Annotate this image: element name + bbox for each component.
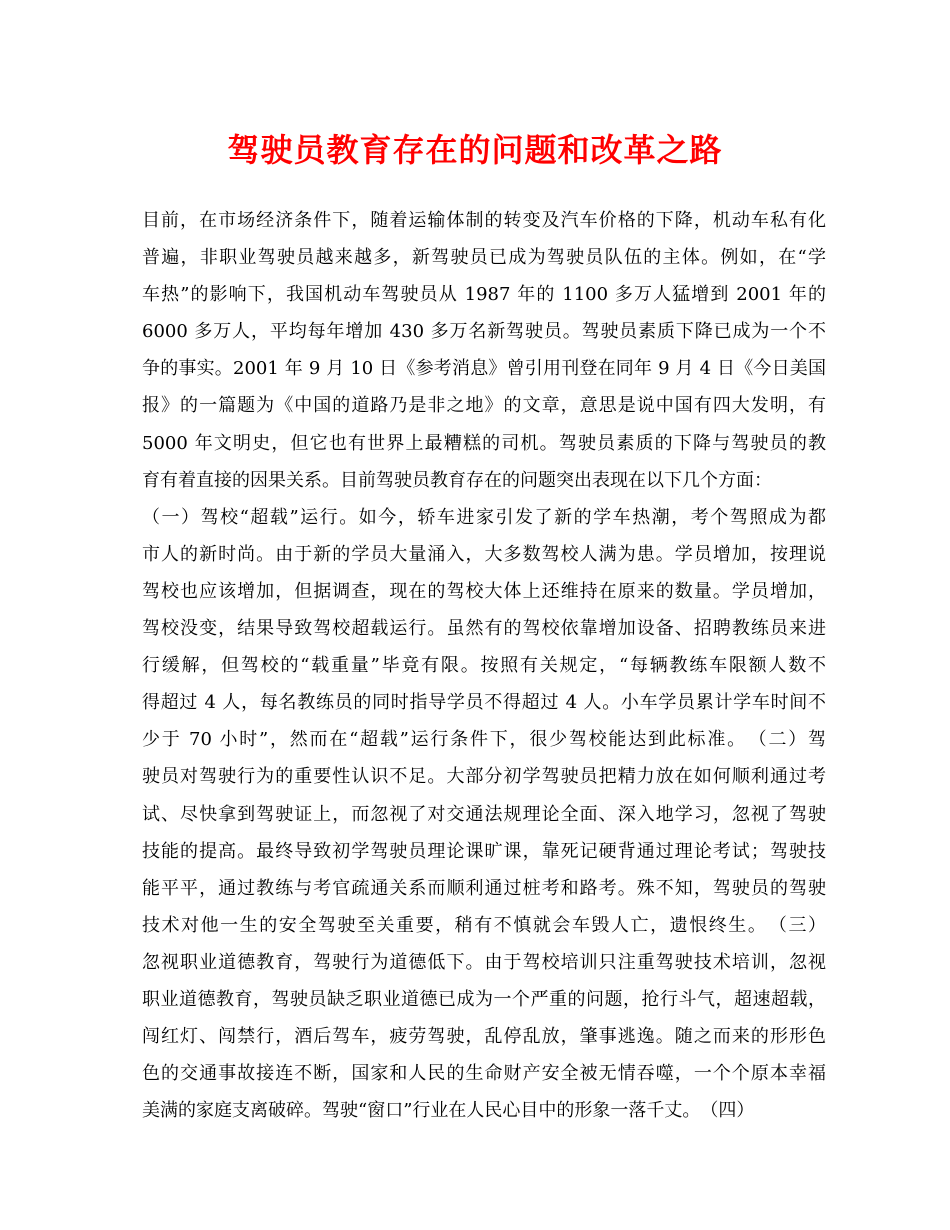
body-line: 技术对他一生的安全驾驶至关重要，稍有不慎就会车毁人亡，遗恨终生。 （三）: [142, 914, 826, 936]
body-line: 普遍，非职业驾驶员越来越多，新驾驶员已成为驾驶员队伍的主体。例如，在“学: [142, 247, 826, 269]
body-line: 得超过 4 人，每名教练员的同时指导学员不得超过 4 人。小车学员累计学车时间不: [142, 692, 826, 714]
body-line: 报》的一篇题为《中国的道路乃是非之地》的文章，意思是说中国有四大发明，有: [142, 395, 826, 417]
body-line: 行缓解，但驾校的“载重量”毕竟有限。按照有关规定，“每辆教练车限额人数不: [142, 655, 826, 677]
body-line: 能平平，通过教练与考官疏通关系而顺利通过桩考和路考。殊不知，驾驶员的驾驶: [142, 877, 826, 899]
body-line: 驾校也应该增加，但据调查，现在的驾校大体上还维持在原来的数量。学员增加，: [142, 580, 826, 602]
body-line: 育有着直接的因果关系。目前驾驶员教育存在的问题突出表现在以下几个方面：: [142, 469, 772, 491]
body-line: 美满的家庭支离破碎。驾驶“窗口”行业在人民心目中的形象一落千丈。 （四）: [142, 1100, 755, 1122]
body-line: 忽视职业道德教育，驾驶行为道德低下。由于驾校培训只注重驾驶技术培训，忽视: [142, 951, 826, 973]
body-line: 驶员对驾驶行为的重要性认识不足。大部分初学驾驶员把精力放在如何顺利通过考: [142, 766, 826, 788]
body-line: 色的交通事故接连不断，国家和人民的生命财产安全被无情吞噬，一个个原本幸福: [142, 1063, 826, 1085]
body-line: 少于 70 小时”，然而在“超载”运行条件下，很少驾校能达到此标准。 （二）驾: [142, 729, 826, 751]
body-line: 技能的提高。最终导致初学驾驶员理论课旷课，靠死记硬背通过理论考试；驾驶技: [142, 840, 826, 862]
body-line: 驾校没变，结果导致驾校超载运行。虽然有的驾校依靠增加设备、招聘教练员来进: [142, 618, 826, 640]
body-line: （一）驾校“超载”运行。如今，轿车进家引发了新的学车热潮，考个驾照成为都: [142, 506, 826, 528]
body-line: 6000 多万人，平均每年增加 430 多万名新驾驶员。驾驶员素质下降已成为一个不: [142, 321, 826, 343]
body-line: 5000 年文明史，但它也有世界上最糟糕的司机。驾驶员素质的下降与驾驶员的教: [142, 432, 826, 454]
document-body: [142, 202, 826, 1129]
document-title: 驾驶员教育存在的问题和改革之路: [227, 131, 723, 169]
body-line: 试、尽快拿到驾驶证上，而忽视了对交通法规理论全面、深入地学习，忽视了驾驶: [142, 803, 826, 825]
body-line: 市人的新时尚。由于新的学员大量涌入，大多数驾校人满为患。学员增加，按理说: [142, 543, 826, 565]
body-line: 闯红灯、闯禁行，酒后驾车，疲劳驾驶，乱停乱放，肇事逃逸。随之而来的形形色: [142, 1026, 826, 1048]
body-line: 车热”的影响下，我国机动车驾驶员从 1987 年的 1100 多万人猛增到 2001 年的: [142, 284, 826, 306]
body-line: 目前，在市场经济条件下，随着运输体制的转变及汽车价格的下降，机动车私有化: [142, 210, 826, 231]
body-line: 争的事实。2001 年 9 月 10 日《参考消息》曾引用刊登在同年 9 月 4 日《今日美国: [142, 358, 826, 380]
body-line: 职业道德教育，驾驶员缺乏职业道德已成为一个严重的问题，抢行斗气，超速超载，: [142, 988, 826, 1010]
